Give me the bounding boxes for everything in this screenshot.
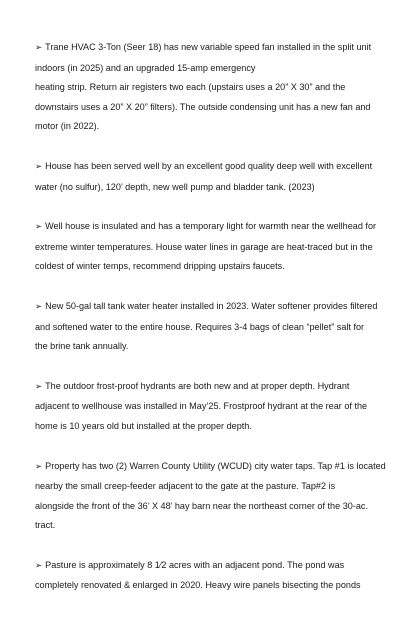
text-line: tract. [35,520,56,531]
text-line: alongside the front of the 36’ X 48’ hay barn near the northeast corner of the 30-ac. [35,500,368,511]
text-line: completely renovated & enlarged in 2020. Heavy wire panels bisecting the ponds [35,580,361,591]
arrow-bullet-icon: ➢ [35,43,43,53]
arrow-bullet-icon: ➢ [35,222,43,233]
arrow-bullet-icon: ➢ [35,560,43,571]
bullet-water-heater [35,297,391,357]
text-line: ➢ The outdoor frost-proof hydrants are both new and at proper depth. Hydrant [35,377,391,398]
bullet-well-house [35,217,391,277]
text-line: downstairs uses a 20” X 20” filters). The outside condensing unit has a new fan and [35,101,371,112]
text-line: ➢ Trane HVAC 3-Ton (Seer 18) has new variable speed fan installed in the split unit [35,38,391,59]
bullet-hvac [35,38,391,137]
text-line: ➢ New 50-gal tall tank water heater installed in 2023. Water softener provides filtered [35,297,391,318]
text-line: and softened water to the entire house. Requires 3-4 bags of clean “pellet” salt for [35,321,365,332]
text-line: adjacent to wellhouse was installed in May’25. Frostproof hydrant at the rear of the [35,401,368,412]
bullet-well [35,157,391,197]
bullet-hydrants [35,377,391,437]
arrow-bullet-icon: ➢ [35,161,43,172]
text-line: heating strip. Return air registers two each (upstairs uses a 20” X 30” and the [35,82,346,93]
document-page [35,38,391,616]
bullet-pasture [35,556,391,596]
text-line: ➢ House has been served well by an excellent good quality deep well with excellent [35,157,391,178]
arrow-bullet-icon: ➢ [35,461,43,472]
text-line: home is 10 years old but installed at the proper depth. [35,420,252,431]
text-line: motor (in 2022). [35,121,100,132]
text-line: indoors (in 2025) and an upgraded 15-amp emergency [35,62,256,73]
text-line: water (no sulfur), 120’ depth, new well pump and bladder tank. (2023) [35,181,315,192]
text-line: the brine tank annually. [35,341,129,352]
text-line: nearby the small creep-feeder adjacent to the gate at the pasture. Tap#2 is [35,481,336,492]
text-line: ➢ Pasture is approximately 8 1⁄2 acres with an adjacent pond. The pond was [35,556,391,577]
arrow-bullet-icon: ➢ [35,381,43,392]
arrow-bullet-icon: ➢ [35,301,43,312]
text-line: coldest of winter temps, recommend dripping upstairs faucets. [35,261,285,272]
bullet-water-taps [35,457,391,536]
text-line: ➢ Well house is insulated and has a temporary light for warmth near the wellhead for [35,217,391,238]
text-line: ➢ Property has two (2) Warren County Utility (WCUD) city water taps. Tap #1 is located [35,457,391,478]
text-line: extreme winter temperatures. House water lines in garage are heat-traced but in the [35,241,373,252]
